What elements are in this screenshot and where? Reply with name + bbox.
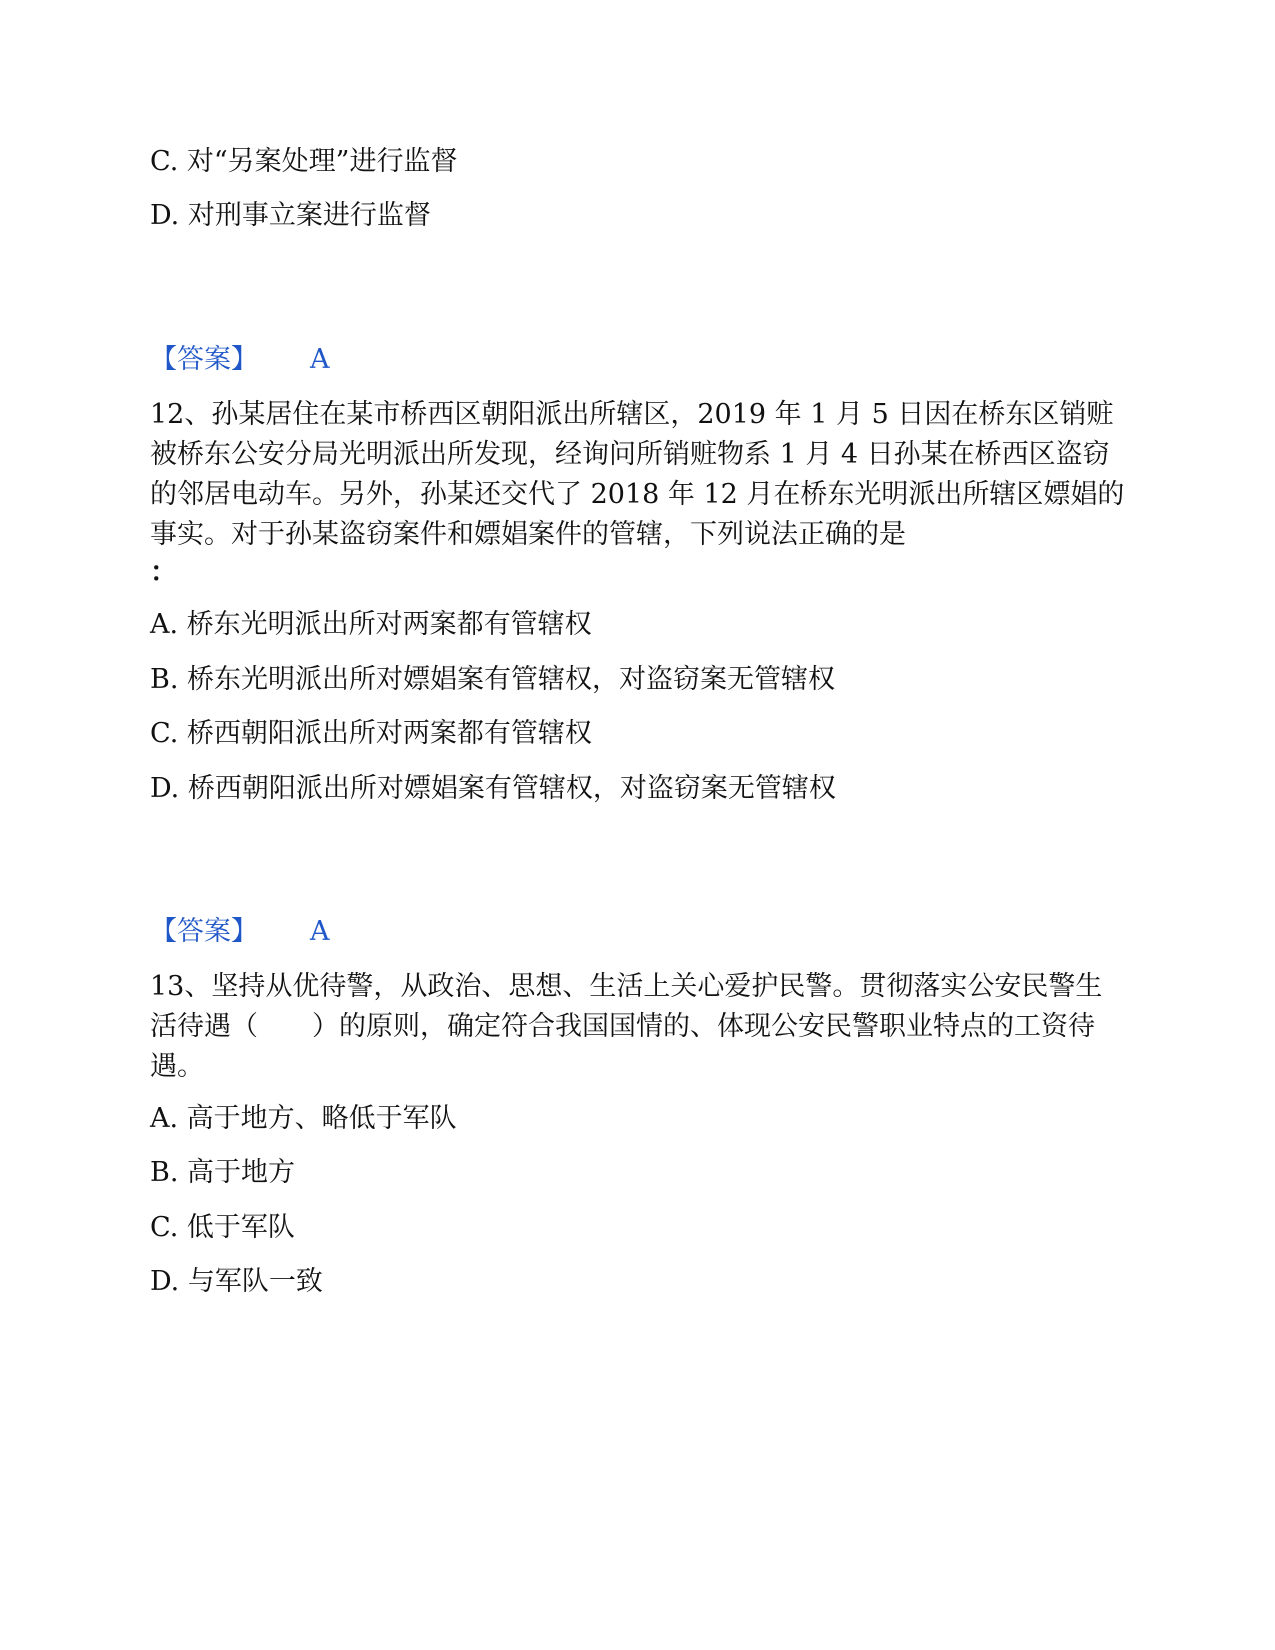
q13-option-b: B. 高于地方 [150,1157,296,1188]
answer-label: 【答案】 [150,916,258,947]
q13-option-a: A. 高于地方、略低于军队 [150,1103,457,1134]
q12-option-b: B. 桥东光明派出所对嫖娼案有管辖权，对盗窃案无管辖权 [150,664,836,695]
q13-option-d: D. 与军队一致 [150,1266,323,1297]
q13-option-c: C. 低于军队 [150,1212,295,1243]
answer-value: A [310,344,330,375]
answer-label: 【答案】 [150,344,258,375]
q12-option-a: A. 桥东光明派出所对两案都有管辖权 [150,609,592,640]
prev-option-d: D. 对刑事立案进行监督 [150,200,431,231]
answer-line-q12 [150,912,330,952]
q12-option-c: C. 桥西朝阳派出所对两案都有管辖权 [150,718,592,749]
prev-option-c: C. 对“另案处理”进行监督 [150,146,458,177]
question-12-text: 12、孙某居住在某市桥西区朝阳派出所辖区，2019 年 1 月 5 日因在桥东区销赃被桥东公安分局光明派出所发现，经询问所销赃物系 1 月 4 日孙某在桥西区盗窃的邻居电动车。另外，孙某还交代了 2018 年 12 月在桥东光明派出所辖区嫖娼的事实。对于孙某盗窃案件和嫖娼案件的管辖，下列说法正确的是 [150,399,1125,550]
answer-value: A [310,916,330,947]
answer-line-q11 [150,340,330,380]
q12-option-d: D. 桥西朝阳派出所对嫖娼案有管辖权，对盗窃案无管辖权 [150,773,836,804]
question-12-colon: ： [150,557,177,588]
question-13-text: 13、坚持从优待警，从政治、思想、生活上关心爱护民警。贯彻落实公安民警生活待遇（ ）的原则，确定符合我国国情的、体现公安民警职业特点的工资待遇。 [150,971,1103,1082]
